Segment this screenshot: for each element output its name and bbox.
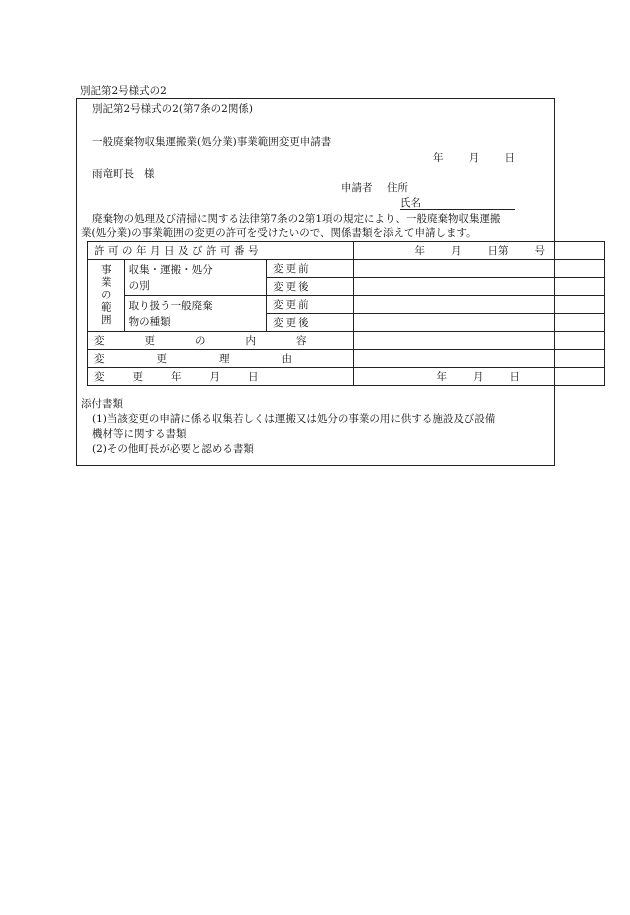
attachments-heading: 添付書類 — [81, 398, 123, 410]
table-row — [88, 296, 605, 314]
permit-label-cell — [88, 242, 354, 260]
permit-value-cell — [353, 242, 604, 260]
collection-after-label-cell — [267, 278, 353, 296]
body-text-line-1: 廃棄物の処理及び清掃に関する法律第7条の2第1項の規定により、一般廃棄物収集運搬 — [92, 213, 501, 225]
date-label-cell — [88, 368, 354, 386]
attachment-item-1-continued: 機材等に関する書類 — [92, 428, 187, 440]
collection-label-cell — [124, 260, 267, 296]
table-row — [88, 242, 605, 260]
permit-month-label: 月 — [451, 244, 462, 257]
waste-before-label-cell — [267, 296, 353, 314]
addressee-name: 雨竜町長 — [92, 168, 134, 180]
waste-label-cell — [124, 296, 267, 332]
collection-after-label: 変更後 — [273, 280, 311, 293]
content-label-cell — [88, 332, 354, 350]
page-header: 別記第2号様式の2 — [80, 85, 167, 97]
change-year-label: 年 — [436, 370, 447, 383]
collection-label-line-2: の別 — [128, 279, 150, 292]
change-month-label: 月 — [473, 370, 484, 383]
date-month-label: 月 — [468, 152, 480, 164]
applicant-address-label: 住所 — [387, 182, 408, 194]
attachment-item-2: (2)その他町長が必要と認める書類 — [92, 443, 254, 455]
content-value — [353, 332, 604, 350]
form-reference: 別記第2号様式の2(第7条の2関係) — [92, 103, 253, 115]
date-day-label: 日 — [504, 152, 515, 164]
change-date-value-cell — [353, 368, 604, 386]
reason-value — [353, 350, 604, 368]
permit-day-number-label: 日第 — [487, 244, 509, 257]
applicant-name-label: 氏名 — [400, 197, 421, 209]
reason-label: 変更理由 — [94, 352, 344, 365]
name-underline — [400, 209, 515, 210]
waste-after-label-cell — [267, 314, 353, 332]
date-line — [433, 152, 515, 164]
waste-label-line-2: 物の種類 — [128, 315, 171, 328]
waste-before-label: 変更前 — [273, 298, 311, 311]
date-year-label: 年 — [433, 152, 444, 164]
reason-label-cell — [88, 350, 354, 368]
collection-before-label-cell — [267, 260, 353, 278]
table-row — [88, 368, 605, 386]
scope-label: 事業の範囲 — [99, 264, 112, 327]
table-row — [88, 350, 605, 368]
collection-before-value — [353, 260, 604, 278]
applicant-label: 申請者 — [341, 182, 373, 194]
waste-after-label: 変更後 — [273, 316, 311, 329]
form-table — [87, 241, 605, 386]
body-text-line-2: 業(処分業)の事業範囲の変更の許可を受けたいので、関係書類を添えて申請します。 — [81, 227, 477, 239]
attachment-item-1: (1)当該変更の申請に係る収集若しくは運搬又は処分の事業の用に供する施設及び設備 — [92, 413, 496, 425]
waste-after-value — [353, 314, 604, 332]
permit-label: 許可の年月日及び許可番号 — [94, 244, 262, 257]
permit-year-label: 年 — [414, 244, 425, 257]
change-date-label: 変更年月日 — [94, 370, 287, 383]
collection-label-line-1: 収集・運搬・処分 — [128, 263, 213, 276]
table-row — [88, 332, 605, 350]
collection-before-label: 変更前 — [273, 262, 311, 275]
waste-before-value — [353, 296, 604, 314]
addressee — [92, 168, 155, 180]
table-row — [88, 260, 605, 278]
content-label: 変更の内容 — [94, 334, 347, 347]
form-title: 一般廃棄物収集運搬業(処分業)事業範囲変更申請書 — [92, 136, 332, 148]
waste-label-line-1: 取り扱う一般廃棄 — [128, 299, 213, 312]
permit-number-label: 号 — [534, 244, 545, 257]
scope-label-cell — [88, 260, 125, 332]
collection-after-value — [353, 278, 604, 296]
addressee-honorific: 様 — [144, 168, 155, 180]
change-day-label: 日 — [509, 370, 520, 383]
